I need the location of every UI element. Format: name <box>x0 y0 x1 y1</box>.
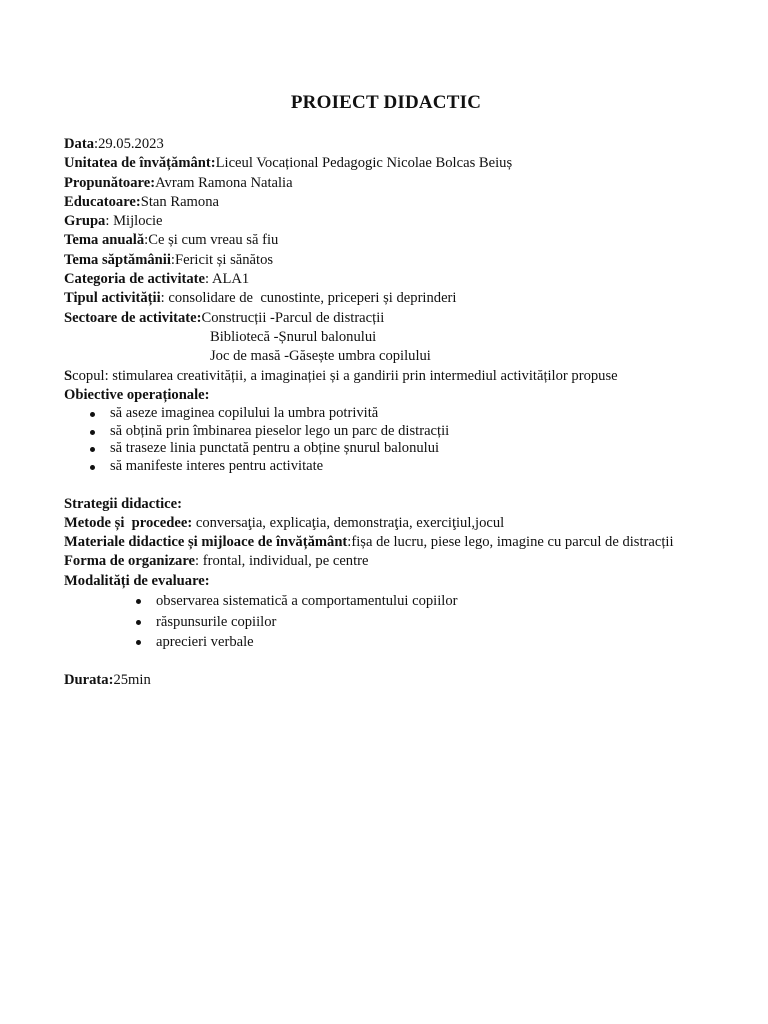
list-item: să traseze linia punctată pentru a obține șnurul balonului <box>64 440 708 458</box>
field-value: Stan Ramona <box>140 193 219 210</box>
field-label: Sectoare de activitate: <box>64 309 202 326</box>
field-durata <box>64 671 708 690</box>
field-sectoare <box>64 309 708 328</box>
modalitati-heading: Modalități de evaluare: <box>64 572 210 589</box>
field-value: consolidare de cunostinte, priceperi și deprinderi <box>168 290 457 307</box>
sector-item: Joc de masă -Găsește umbra copilului <box>210 348 431 365</box>
field-forma: Forma de organizare: frontal, individual, pe centre <box>64 553 369 570</box>
field-label: Unitatea de învățământ: <box>64 155 216 172</box>
field-label: Data <box>64 136 94 152</box>
field-label: Educatoare: <box>64 193 141 210</box>
list-item: aprecieri verbale <box>64 632 708 653</box>
field-tipul: Tipul activității: consolidare de cunostinte, priceperi și deprinderi <box>64 290 457 307</box>
field-value: Avram Ramona Natalia <box>155 174 293 191</box>
field-tema-anuala: Tema anuală:Ce și cum vreau să fiu <box>64 232 279 249</box>
field-label: Durata: <box>64 671 114 688</box>
sector-item: Construcții -Parcul de distracții <box>201 309 385 326</box>
field-tema-saptamanii: Tema săptămânii:Fericit și sănătos <box>64 251 274 268</box>
obiective-heading: Obiective operaționale: <box>64 386 210 403</box>
field-value: fișa de lucru, piese lego, imagine cu parcul de distracții <box>351 534 674 551</box>
field-label: copul <box>72 367 105 384</box>
list-item: să aseze imaginea copilului la umbra potrivită <box>64 405 708 423</box>
field-label: Forma de organizare <box>64 553 196 570</box>
field-categoria: Categoria de activitate: ALA1 <box>64 271 250 288</box>
field-value: Mijlocie <box>113 213 163 230</box>
field-label: Metode și procedee: <box>64 514 193 531</box>
field-label: Propunătoare: <box>64 174 156 191</box>
obiective-list <box>64 405 708 475</box>
field-value: Liceul Vocațional Pedagogic Nicolae Bolcas Beiuș <box>215 155 513 172</box>
field-label: Grupa <box>64 213 106 230</box>
field-value: 29.05.2023 <box>98 136 164 152</box>
field-label: Tema anuală <box>64 232 145 249</box>
list-item: observarea sistematică a comportamentului copiilor <box>64 591 708 612</box>
list-item: să manifeste interes pentru activitate <box>64 458 708 476</box>
list-item: răspunsurile copiilor <box>64 612 708 633</box>
field-propunatoare <box>64 174 708 193</box>
document-body <box>64 135 708 690</box>
field-value: Fericit și sănătos <box>174 251 274 268</box>
field-label: Materiale didactice și mijloace de învățământ <box>64 534 348 551</box>
field-value: 25min <box>113 671 151 688</box>
field-value: ALA1 <box>211 271 250 288</box>
field-value: stimularea creativității, a imaginației și a gandirii prin intermediul activităților propuse <box>112 367 618 384</box>
field-label: Tipul activității <box>64 290 161 307</box>
field-value: frontal, individual, pe centre <box>202 553 369 570</box>
field-label: Categoria de activitate <box>64 271 206 288</box>
field-materiale: Materiale didactice și mijloace de învățământ:fișa de lucru, piese lego, imagine cu parcul de distracții <box>64 534 674 551</box>
document-title: PROIECT DIDACTIC <box>290 92 482 113</box>
field-unitatea <box>64 154 708 173</box>
field-label: Tema săptămânii <box>64 251 171 268</box>
field-metode <box>64 514 708 533</box>
field-grupa: Grupa: Mijlocie <box>64 213 163 230</box>
sector-item: Bibliotecă -Șnurul balonului <box>210 328 377 345</box>
field-value: conversaţia, explicaţia, demonstraţia, exerciţiul,jocul <box>195 514 505 531</box>
field-scopul: Scopul: stimularea creativității, a imaginației și a gandirii prin intermediul activităților propuse <box>64 367 618 384</box>
strategii-heading: Strategii didactice: <box>64 495 182 512</box>
modalitati-list <box>64 591 708 653</box>
field-educatoare <box>64 193 708 212</box>
list-item: să obțină prin îmbinarea pieselor lego un parc de distracții <box>64 423 708 441</box>
field-value: Ce și cum vreau să fiu <box>148 232 279 249</box>
field-data: Data:29.05.2023 <box>64 136 164 152</box>
